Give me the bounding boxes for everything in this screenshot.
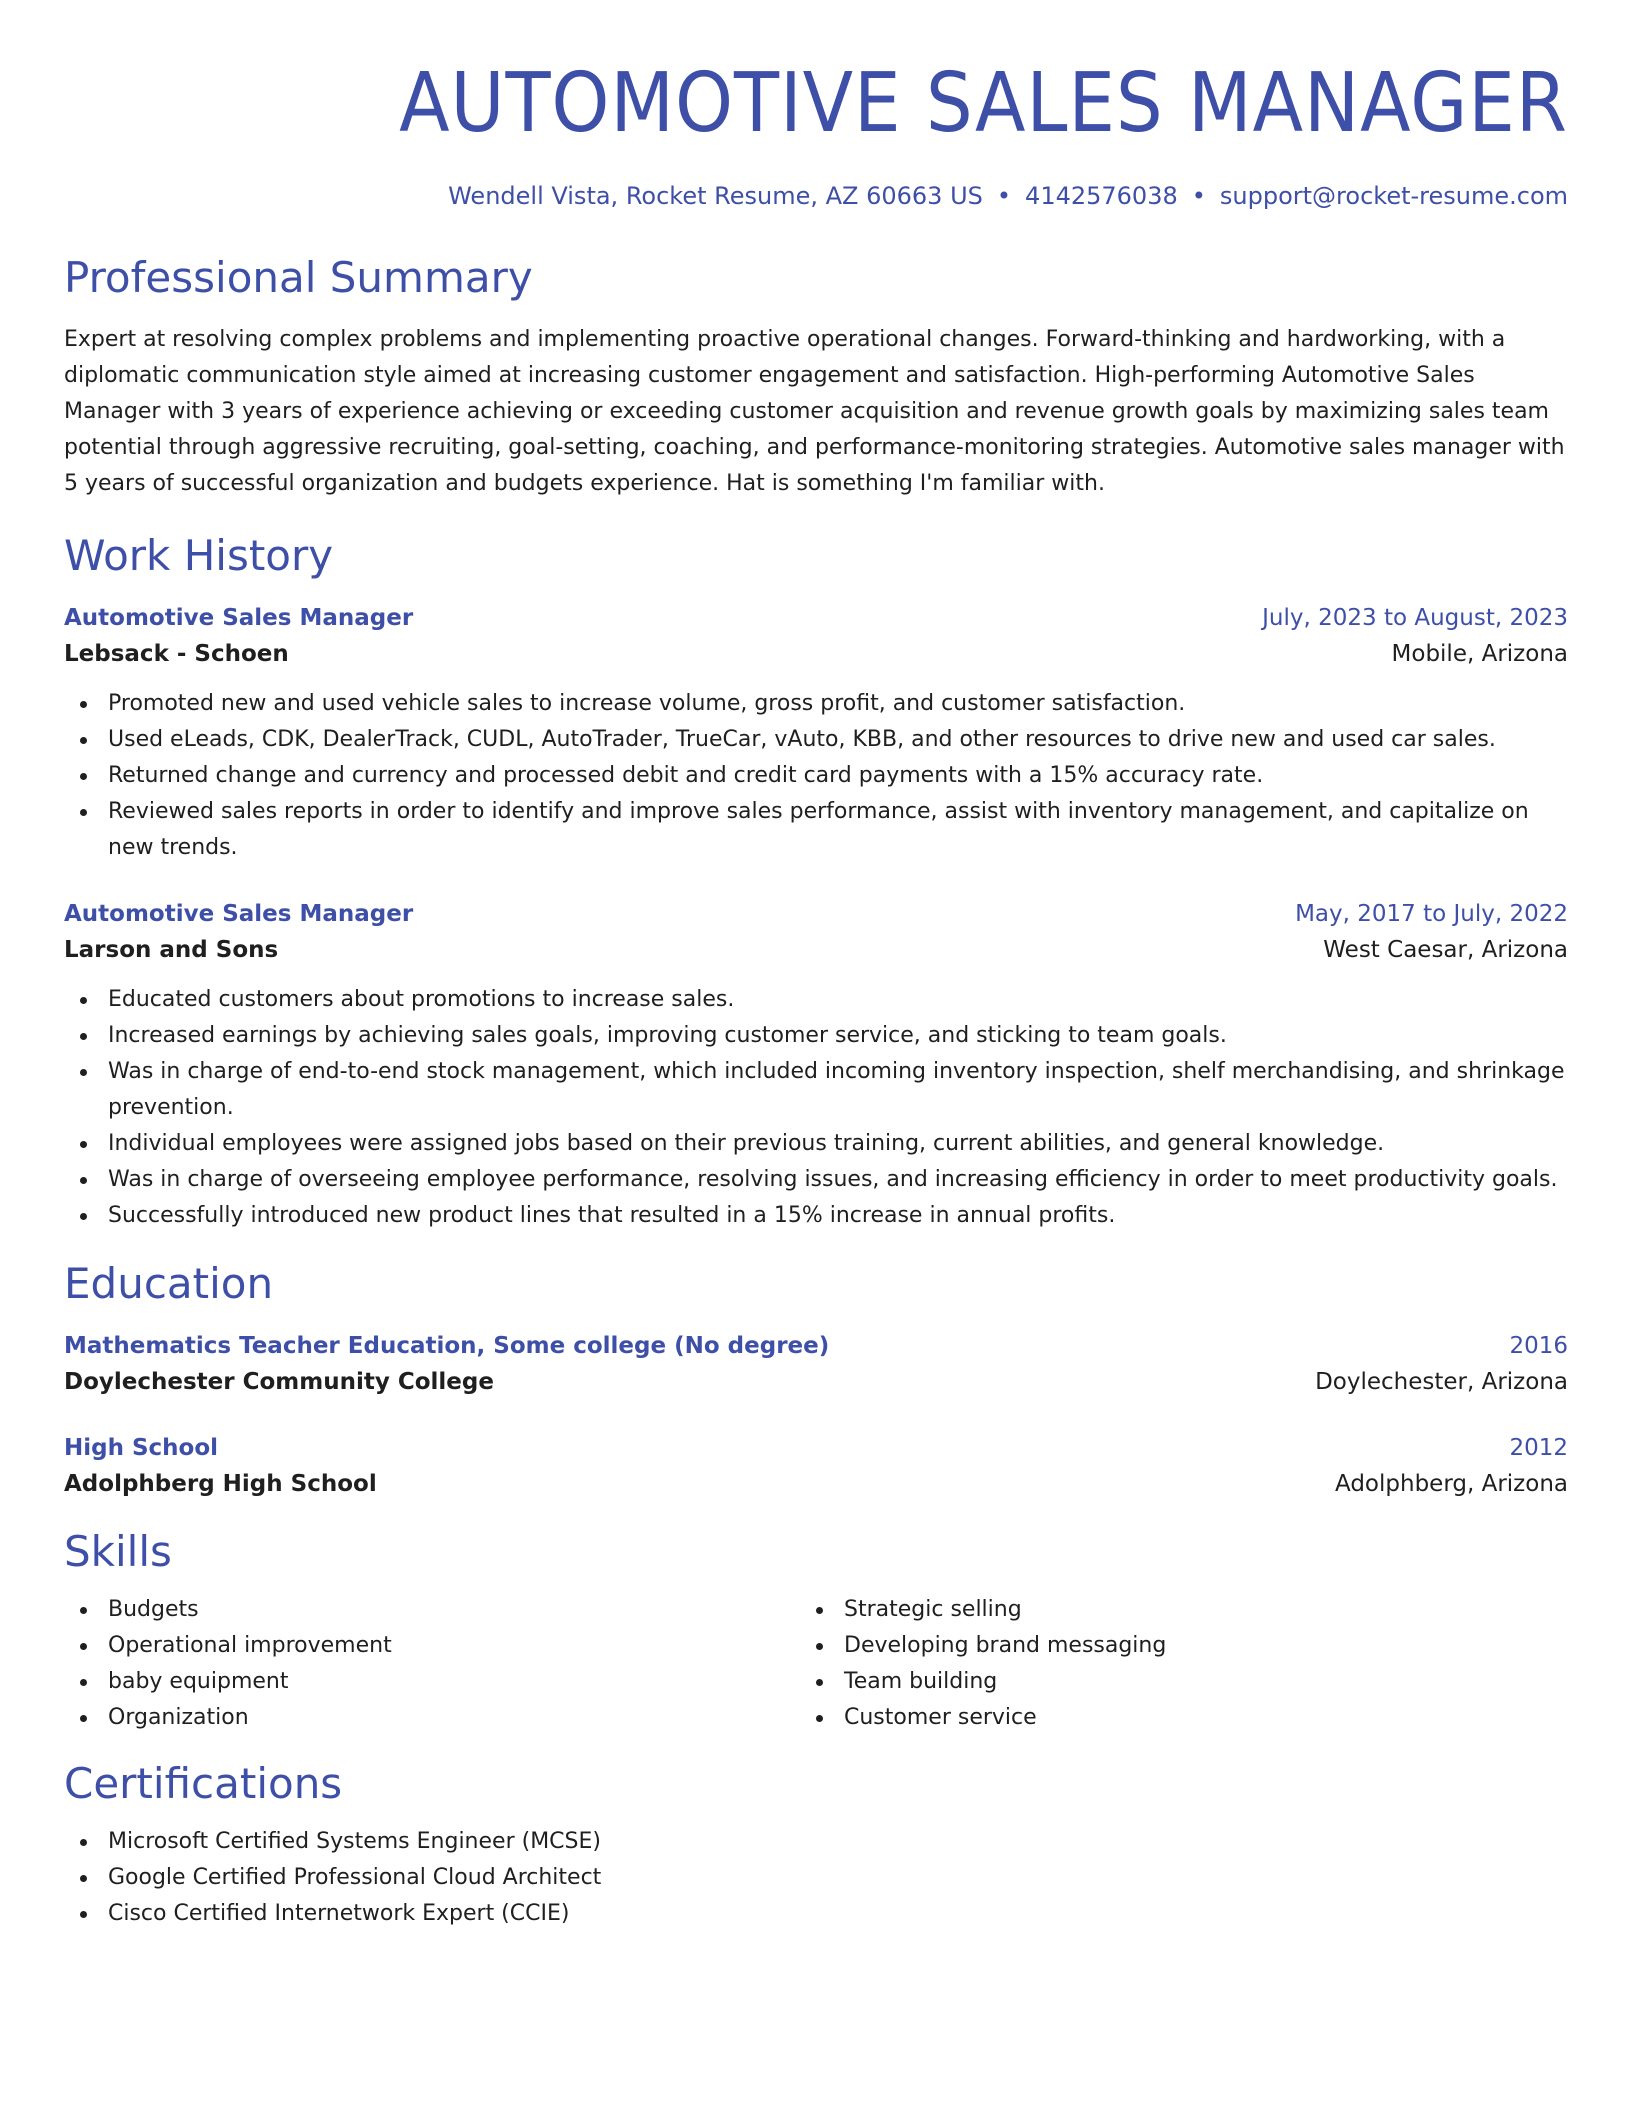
job-dates: May, 2017 to July, 2022 — [1295, 901, 1568, 927]
list-item: Used eLeads, CDK, DealerTrack, CUDL, AutoTrader, TrueCar, vAuto, KBB, and other resources to drive new and used car sales. — [64, 722, 1568, 758]
job-location: West Caesar, Arizona — [1323, 937, 1568, 963]
skill-item: baby equipment — [64, 1664, 800, 1700]
job-role: Automotive Sales Manager — [64, 605, 414, 631]
job-company: Lebsack - Schoen — [64, 641, 289, 667]
contact-line — [64, 180, 1568, 212]
certifications-list — [64, 1824, 1568, 1932]
certification-item: Microsoft Certified Systems Engineer (MCSE) — [64, 1824, 1568, 1860]
job-bullets — [64, 982, 1568, 1234]
education-entry — [64, 1328, 1568, 1400]
skill-item: Strategic selling — [800, 1592, 1536, 1628]
job-role: Automotive Sales Manager — [64, 901, 414, 927]
skill-item: Customer service — [800, 1700, 1536, 1736]
job-dates: July, 2023 to August, 2023 — [1262, 605, 1568, 631]
certification-item: Cisco Certified Internetwork Expert (CCIE) — [64, 1896, 1568, 1932]
skill-item: Team building — [800, 1664, 1536, 1700]
list-item: Successfully introduced new product lines that resulted in a 15% increase in annual profits. — [64, 1198, 1568, 1234]
education-school: Doylechester Community College — [64, 1369, 494, 1395]
skill-item: Developing brand messaging — [800, 1628, 1536, 1664]
contact-address: Wendell Vista, Rocket Resume, AZ 60663 US — [448, 182, 983, 210]
education-year: 2016 — [1509, 1333, 1568, 1359]
resume-title: AUTOMOTIVE SALES MANAGER — [399, 56, 1568, 151]
job-location: Mobile, Arizona — [1391, 641, 1568, 667]
list-item: Was in charge of end-to-end stock management, which included incoming inventory inspection, shelf merchandising, and shrinkage prevention. — [64, 1054, 1568, 1126]
skills-heading: Skills — [64, 1527, 172, 1576]
skill-item: Operational improvement — [64, 1628, 800, 1664]
skill-item: Budgets — [64, 1592, 800, 1628]
job-entry — [64, 896, 1568, 1234]
job-company: Larson and Sons — [64, 937, 279, 963]
contact-phone[interactable]: 4142576038 — [1025, 182, 1178, 210]
education-location: Adolphberg, Arizona — [1335, 1471, 1568, 1497]
contact-separator: • — [1191, 182, 1206, 210]
work-history-heading: Work History — [64, 531, 334, 580]
list-item: Individual employees were assigned jobs based on their previous training, current abilities, and general knowledge. — [64, 1126, 1568, 1162]
list-item: Increased earnings by achieving sales goals, improving customer service, and sticking to team goals. — [64, 1018, 1568, 1054]
education-degree: High School — [64, 1435, 219, 1461]
resume-header — [64, 56, 1568, 212]
education-degree: Mathematics Teacher Education, Some college (No degree) — [64, 1333, 830, 1359]
certification-item: Google Certified Professional Cloud Architect — [64, 1860, 1568, 1896]
certifications-heading: Certifications — [64, 1759, 343, 1808]
education-location: Doylechester, Arizona — [1315, 1369, 1568, 1395]
skill-item: Organization — [64, 1700, 800, 1736]
summary-text: Expert at resolving complex problems and implementing proactive operational changes. Forward-thinking and hardworking, with a diplomatic communication style aimed at increasing customer engagement and satisfaction. High-performing Automotive Sales Manager with 3 years of experience achieving or exceeding customer acquisition and revenue growth goals by maximizing sales team potential through aggressive recruiting, goal-setting, coaching, and performance-monitoring strategies. Automotive sales manager with 5 years of successful organization and budgets experience. Hat is something I'm familiar with. — [64, 327, 1565, 496]
job-bullets — [64, 686, 1568, 866]
list-item: Was in charge of overseeing employee performance, resolving issues, and increasing efficiency in order to meet productivity goals. — [64, 1162, 1568, 1198]
contact-email[interactable]: support@rocket-resume.com — [1219, 182, 1568, 210]
education-entry — [64, 1430, 1568, 1502]
list-item: Returned change and currency and processed debit and credit card payments with a 15% accuracy rate. — [64, 758, 1568, 794]
summary-heading: Professional Summary — [64, 253, 533, 302]
skills-column-left — [64, 1592, 800, 1736]
contact-separator: • — [996, 182, 1012, 210]
education-year: 2012 — [1509, 1435, 1568, 1461]
skills-column-right — [800, 1592, 1536, 1736]
list-item: Reviewed sales reports in order to identify and improve sales performance, assist with inventory management, and capitalize on new trends. — [64, 794, 1568, 866]
education-school: Adolphberg High School — [64, 1471, 377, 1497]
list-item: Educated customers about promotions to increase sales. — [64, 982, 1568, 1018]
job-entry — [64, 600, 1568, 866]
education-heading: Education — [64, 1259, 274, 1308]
list-item: Promoted new and used vehicle sales to increase volume, gross profit, and customer satisfaction. — [64, 686, 1568, 722]
skills-grid — [64, 1592, 1568, 1736]
